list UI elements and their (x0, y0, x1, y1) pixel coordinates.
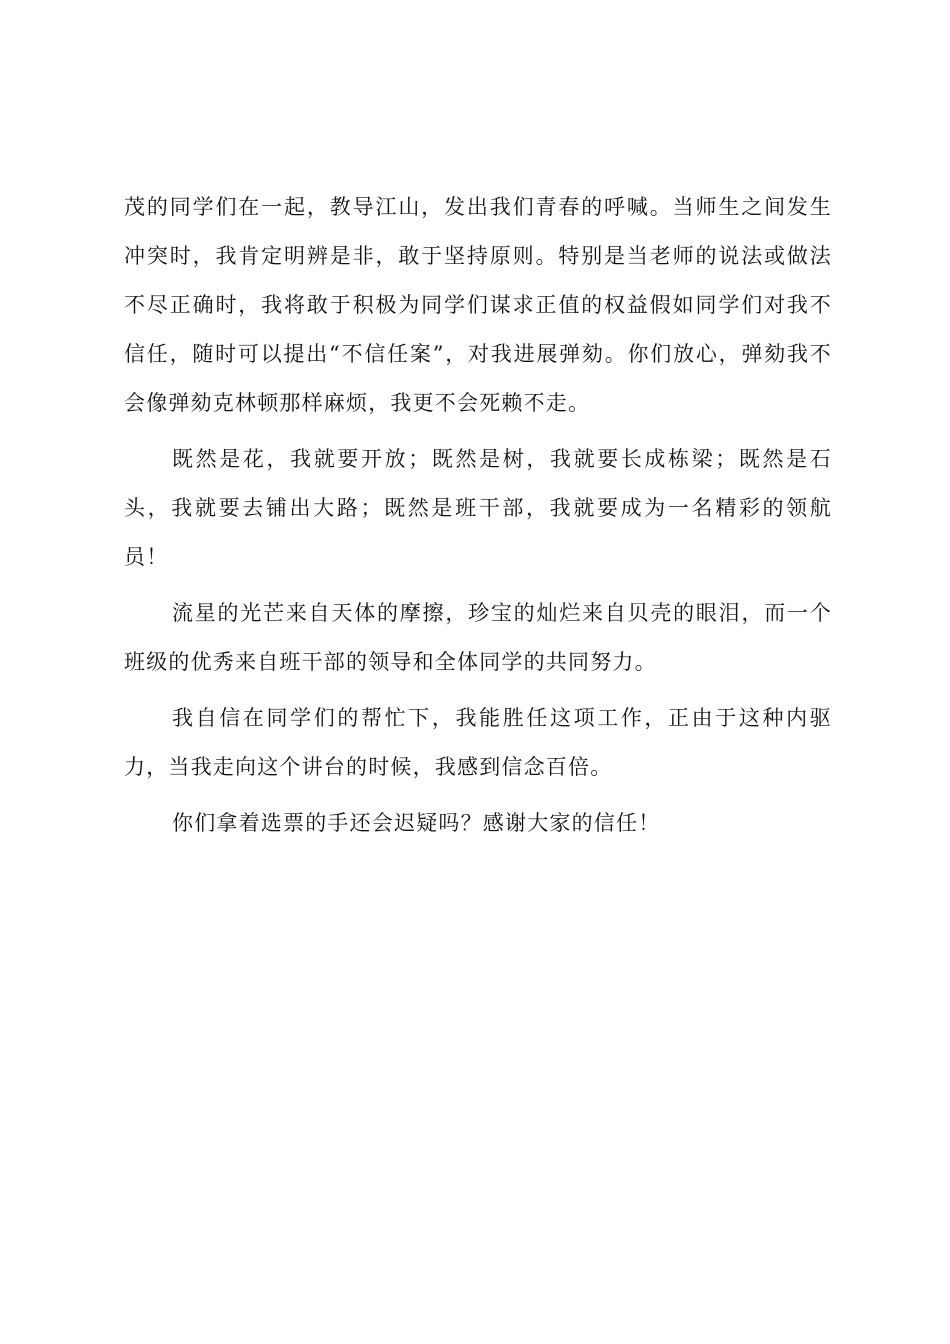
paragraph-flower-tree-stone: 既然是花，我就要开放；既然是树，我就要长成栋梁；既然是石头，我就要去铺出大路；既然是班干部，我就要成为一名精彩的领航员！ (124, 447, 832, 569)
document-body (124, 183, 832, 855)
paragraph-confidence: 我自信在同学们的帮忙下，我能胜任这项工作，正由于这种内驱力，当我走向这个讲台的时候，我感到信念百倍。 (124, 706, 832, 779)
paragraph-continuation: 茂的同学们在一起，教导江山，发出我们青春的呼喊。当师生之间发生冲突时，我肯定明辨是非，敢于坚持原则。特别是当老师的说法或做法不尽正确时，我将敢于积极为同学们谋求正值的权益假如同学们对我不信任，随时可以提出“不信任案”，对我进展弹劾。你们放心，弹劾我不会像弹劾克林顿那样麻烦，我更不会死赖不走。 (124, 195, 832, 415)
paragraph-closing: 你们拿着选票的手还会迟疑吗？感谢大家的信任！ (172, 811, 661, 835)
paragraph-meteor: 流星的光芒来自天体的摩擦，珍宝的灿烂来自贝壳的眼泪，而一个班级的优秀来自班干部的领导和全体同学的共同努力。 (124, 601, 832, 674)
